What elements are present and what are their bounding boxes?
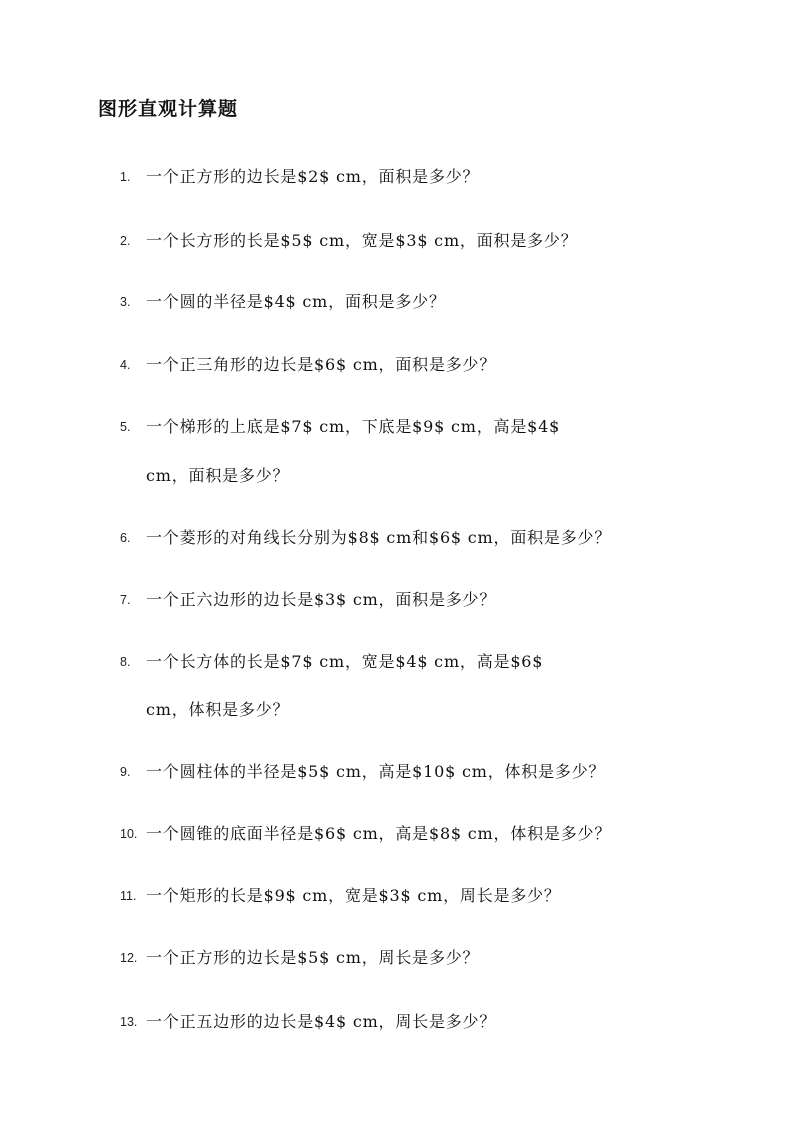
question-number: 12. xyxy=(120,951,138,965)
question-number: 6. xyxy=(120,531,131,545)
question-text: 一个正方形的边长是$5$ cm，周长是多少？ xyxy=(146,948,480,967)
question-text: 一个长方形的长是$5$ cm，宽是$3$ cm，面积是多少？ xyxy=(146,231,578,250)
question-number: 10. xyxy=(120,827,138,841)
question-text: 一个正三角形的边长是$6$ cm，面积是多少？ xyxy=(146,355,497,374)
question-item xyxy=(120,1009,720,1032)
question-number: 7. xyxy=(120,593,131,607)
question-item xyxy=(120,945,720,968)
question-text: 一个长方体的长是$7$ cm，宽是$4$ cm，高是$6$ xyxy=(146,652,544,671)
question-item xyxy=(120,883,720,906)
document-title: 图形直观计算题 xyxy=(98,98,239,120)
question-item xyxy=(120,414,720,437)
question-number: 8. xyxy=(120,655,131,669)
question-number: 9. xyxy=(120,765,131,779)
question-number: 3. xyxy=(120,295,131,309)
question-text: 一个矩形的长是$9$ cm，宽是$3$ cm，周长是多少？ xyxy=(146,886,561,905)
question-number: 13. xyxy=(120,1015,138,1029)
question-item xyxy=(120,289,720,312)
question-text: 一个正六边形的边长是$3$ cm，面积是多少？ xyxy=(146,590,497,609)
question-text: 一个正五边形的边长是$4$ cm，周长是多少？ xyxy=(146,1012,497,1031)
question-text: 一个菱形的对角线长分别为$8$ cm和$6$ cm，面积是多少？ xyxy=(146,528,612,547)
question-item xyxy=(120,821,720,844)
question-text: 一个圆锥的底面半径是$6$ cm，高是$8$ cm，体积是多少？ xyxy=(146,824,612,843)
question-text: 一个圆柱体的半径是$5$ cm，高是$10$ cm，体积是多少？ xyxy=(146,762,606,781)
question-number: 2. xyxy=(120,234,131,248)
question-text: 一个梯形的上底是$7$ cm，下底是$9$ cm，高是$4$ xyxy=(146,417,561,436)
question-item xyxy=(120,525,720,548)
question-item xyxy=(120,649,720,672)
question-number: 1. xyxy=(120,170,131,184)
question-text: 一个圆的半径是$4$ cm，面积是多少？ xyxy=(146,292,446,311)
question-item xyxy=(120,587,720,610)
question-item xyxy=(120,164,720,187)
question-text-continued: cm，面积是多少？ xyxy=(146,466,290,485)
question-number: 5. xyxy=(120,420,131,434)
question-text-continued: cm，体积是多少？ xyxy=(146,700,290,719)
question-number: 11. xyxy=(120,889,137,903)
question-text: 一个正方形的边长是$2$ cm，面积是多少？ xyxy=(146,167,480,186)
question-item xyxy=(120,352,720,375)
question-item xyxy=(120,759,720,782)
question-number: 4. xyxy=(120,358,131,372)
question-item xyxy=(120,228,720,251)
